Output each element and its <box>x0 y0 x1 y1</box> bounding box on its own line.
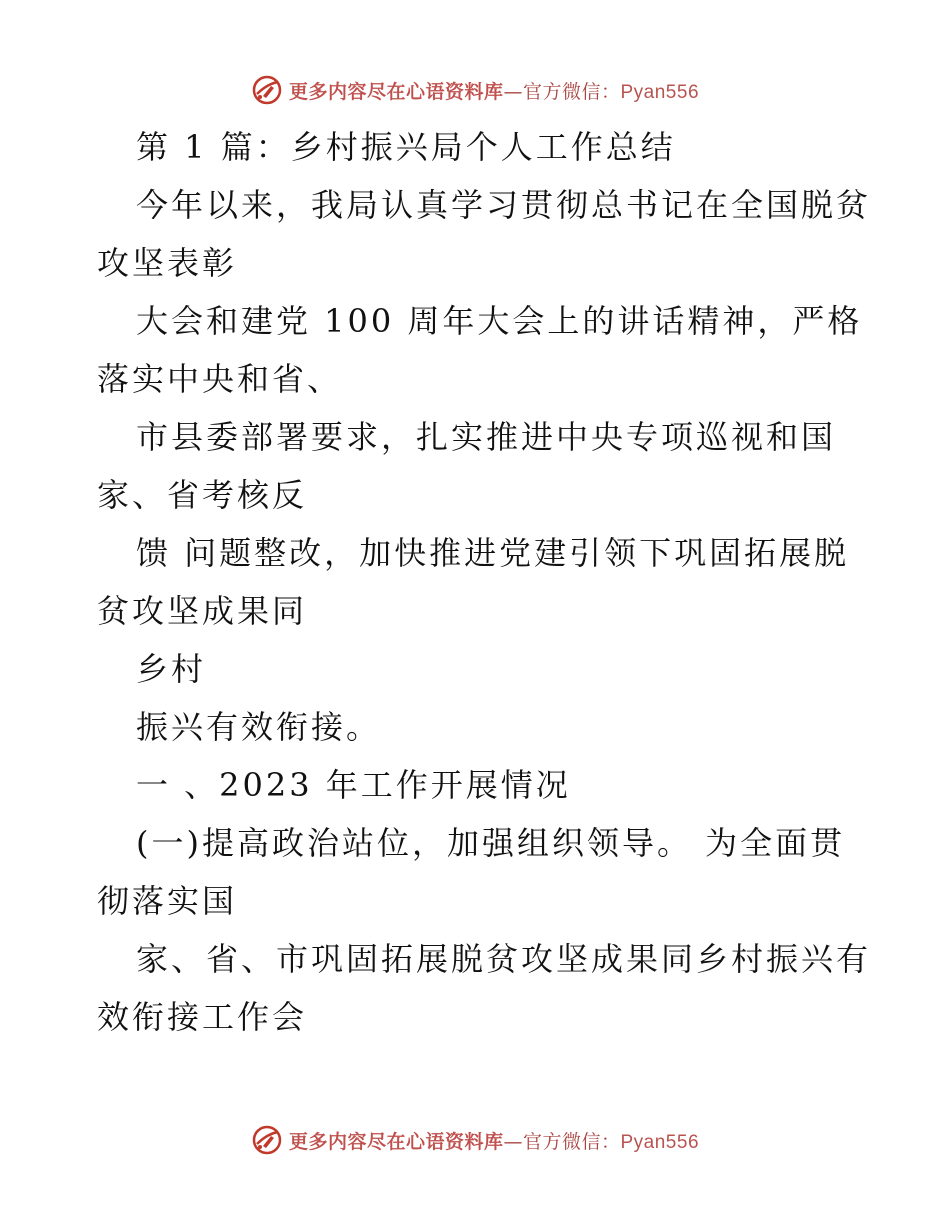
text-line: 今年以来，我局认真学习贯彻总书记在全国脱贫 <box>136 186 872 224</box>
text-line: 家、省考核反 <box>97 476 308 514</box>
text-line: 攻坚表彰 <box>97 244 238 282</box>
text-line: 乡村 <box>136 650 207 688</box>
page-header-watermark <box>0 70 950 110</box>
text-line: 馈 问题整改，加快推进党建引领下巩固拓展脱 <box>136 534 850 572</box>
text-line: 振兴有效衔接。 <box>136 708 382 746</box>
watermark-id: Pyan556 <box>620 1131 700 1153</box>
text-line: 彻落实国 <box>97 882 238 920</box>
text-line: 落实中央和省、 <box>97 360 343 398</box>
document-body <box>97 118 872 1046</box>
watermark-dash: — <box>503 1130 523 1153</box>
text-line: 市县委部署要求，扎实推进中央专项巡视和国 <box>136 418 837 456</box>
watermark-sub-text: 官方微信： <box>522 80 621 103</box>
watermark-sub-text: 官方微信： <box>522 1130 621 1153</box>
text-line: 效衔接工作会 <box>97 998 308 1036</box>
watermark-main-text: 更多内容尽在心语资料库 <box>288 80 504 103</box>
pen-logo-icon <box>251 1124 283 1156</box>
text-line: 一 、2023 年工作开展情况 <box>136 766 571 804</box>
watermark-dash: — <box>503 80 523 103</box>
watermark-id: Pyan556 <box>620 81 700 103</box>
page-footer-watermark <box>0 1120 950 1160</box>
text-line: 贫攻坚成果同 <box>97 592 308 630</box>
text-line: 第 1 篇：乡村振兴局个人工作总结 <box>136 128 676 166</box>
text-line: 家、省、市巩固拓展脱贫攻坚成果同乡村振兴有 <box>136 940 872 978</box>
text-line: 大会和建党 100 周年大会上的讲话精神，严格 <box>136 302 863 340</box>
watermark <box>251 1124 699 1156</box>
text-line: (一)提高政治站位，加强组织领导。 为全面贯 <box>136 824 846 862</box>
watermark <box>251 74 699 106</box>
pen-logo-icon <box>251 74 283 106</box>
watermark-main-text: 更多内容尽在心语资料库 <box>288 1130 504 1153</box>
